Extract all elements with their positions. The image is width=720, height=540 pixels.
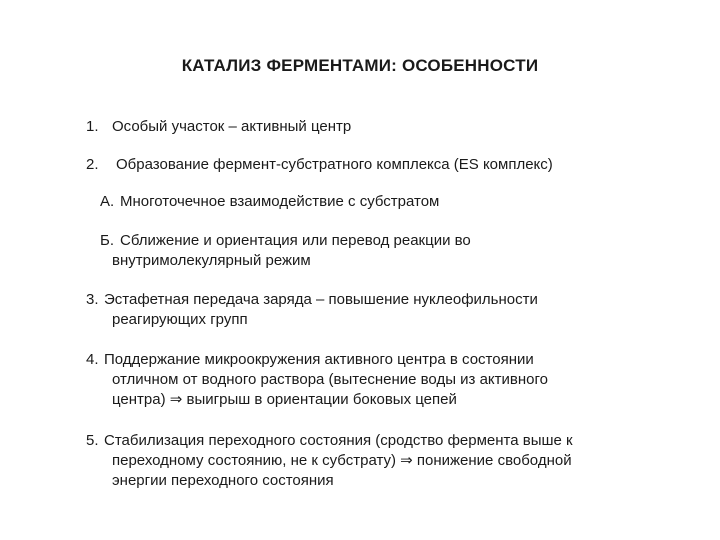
list-item-text-line: отличном от водного раствора (вытеснение воды из активного (112, 371, 548, 388)
list-item-b (100, 231, 471, 271)
list-item-text-line: Стабилизация переходного состояния (сродство фермента выше к (104, 432, 573, 449)
list-item-number: 4. (86, 351, 99, 368)
list-item-number: А. (100, 193, 115, 210)
list-item-text: Многоточечное взаимодействие с субстратом (120, 193, 440, 210)
list-item-2 (86, 155, 553, 175)
list-item-number: 3. (86, 291, 99, 308)
list-item-5 (86, 431, 573, 491)
list-item-1 (86, 117, 351, 137)
list-item-4 (86, 350, 548, 410)
list-item-text-line: Сближение и ориентация или перевод реакции во (120, 232, 471, 249)
list-item-text-line: внутримолекулярный режим (112, 252, 311, 269)
list-item-text-line: реагирующих групп (112, 311, 248, 328)
list-item-a (100, 192, 439, 212)
slide-title: КАТАЛИЗ ФЕРМЕНТАМИ: ОСОБЕННОСТИ (181, 56, 539, 75)
list-item-text-line: Поддержание микроокружения активного центра в состоянии (104, 351, 534, 368)
list-item-text-line: переходному состоянию, не к субстрату) ⇒ понижение свободной (112, 452, 572, 469)
list-item-3 (86, 290, 538, 330)
list-item-text: Особый участок – активный центр (112, 118, 352, 135)
list-item-number: 5. (86, 432, 99, 449)
list-item-text-line: энергии переходного состояния (112, 472, 334, 489)
list-item-number: 2. (86, 156, 99, 173)
list-item-text-line: центра) ⇒ выигрыш в ориентации боковых цепей (112, 391, 457, 408)
list-item-text: Образование фермент-субстратного комплекса (ES комплекс) (116, 156, 553, 173)
list-item-text-line: Эстафетная передача заряда – повышение нуклеофильности (104, 291, 538, 308)
list-item-number: 1. (86, 118, 99, 135)
list-item-number: Б. (100, 232, 115, 249)
